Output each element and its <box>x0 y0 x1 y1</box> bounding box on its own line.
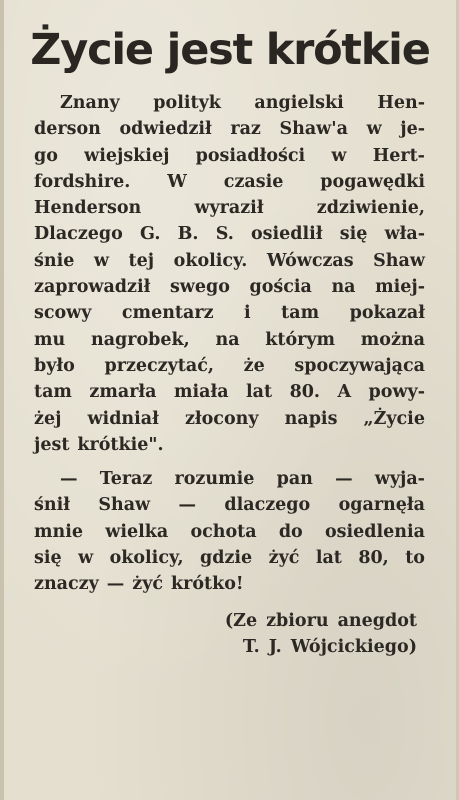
word: Hert- <box>372 145 425 166</box>
text-line <box>34 406 425 432</box>
word: złocony <box>184 408 259 429</box>
word: osiedlenia <box>324 521 425 542</box>
text-line <box>34 116 425 142</box>
word: 80. <box>289 382 321 403</box>
word: 80, <box>358 548 389 569</box>
word: raz <box>230 119 261 140</box>
word: wła- <box>384 224 425 245</box>
word: osiedlił <box>250 224 323 245</box>
word: pogawędki <box>320 171 425 192</box>
word: w <box>93 250 109 271</box>
word: śnił <box>34 495 70 516</box>
word: Znany <box>60 93 120 113</box>
word: ogarnęła <box>338 495 425 516</box>
word: wyraził <box>194 198 264 219</box>
word: w <box>366 119 382 140</box>
word: można <box>360 329 425 350</box>
word: mnie <box>34 521 84 542</box>
word: znaczy <box>34 574 99 595</box>
word: odwiedził <box>119 119 212 140</box>
word: na <box>331 277 356 298</box>
word: nagrobek, <box>90 329 190 350</box>
word: T. <box>242 636 260 657</box>
text-line <box>34 571 425 597</box>
text-line <box>34 432 425 458</box>
text-line <box>34 492 425 518</box>
word: wielka <box>105 521 169 542</box>
text-line <box>34 195 425 221</box>
word: wiejskiej <box>84 145 170 166</box>
word: posiadłości <box>195 145 306 166</box>
word: ochota <box>190 521 257 542</box>
text-line <box>34 519 425 545</box>
word: zaprowadził <box>34 277 151 298</box>
word: rozumie <box>174 469 255 490</box>
word: derson <box>34 119 101 140</box>
text-line <box>34 274 425 300</box>
text-line <box>34 466 425 492</box>
word: B. <box>177 224 199 245</box>
word: którym <box>265 329 336 350</box>
word: fordshire. <box>34 171 131 192</box>
word: Dlaczego <box>34 224 123 245</box>
word: polityk <box>153 93 221 113</box>
word: Henderson <box>34 198 142 219</box>
text-line <box>34 327 425 353</box>
word: pan <box>276 469 313 490</box>
word: okolicy. <box>173 250 248 271</box>
word: się <box>34 548 62 569</box>
word: „Życie <box>363 408 425 429</box>
word: gdzie <box>200 548 253 569</box>
word: wyja- <box>374 469 425 490</box>
word: na <box>215 329 240 350</box>
text-line <box>34 90 425 116</box>
word: krótkie". <box>77 434 164 455</box>
word: anegdot <box>337 610 417 631</box>
word: było <box>34 355 75 376</box>
word: Shaw <box>98 495 151 516</box>
word: — <box>60 469 78 490</box>
word: spoczywająca <box>294 355 425 376</box>
word: żyć <box>132 574 164 595</box>
text-line <box>34 379 425 405</box>
word: gościa <box>249 277 312 298</box>
text-line <box>34 143 425 169</box>
word: tej <box>128 250 155 271</box>
word: powy- <box>368 382 425 403</box>
word: angielski <box>254 93 344 113</box>
word: — <box>335 469 353 490</box>
article-body <box>34 90 425 660</box>
word: — <box>106 574 125 595</box>
word: i <box>244 303 251 324</box>
word: lat <box>246 382 273 403</box>
word: W <box>167 171 187 192</box>
text-line <box>34 300 425 326</box>
word: S. <box>215 224 234 245</box>
word: miej- <box>375 277 425 298</box>
word: żyć <box>268 548 300 569</box>
word: przeczytać, <box>104 355 214 376</box>
headline: Życie jest krótkie <box>30 25 430 75</box>
word: miała <box>173 382 229 403</box>
word: okolicy, <box>109 548 184 569</box>
word: dlaczego <box>224 495 311 516</box>
word: go <box>34 145 58 166</box>
word: tam <box>34 382 72 403</box>
word: zdziwienie, <box>316 198 425 219</box>
word: je- <box>400 119 425 140</box>
source-line <box>34 634 425 660</box>
word: mu <box>34 329 66 350</box>
word: śnie <box>34 250 75 271</box>
word: Wójcickiego) <box>290 636 417 657</box>
word: G. <box>140 224 161 245</box>
word: zmarła <box>89 382 157 403</box>
word: zbioru <box>266 610 329 631</box>
text-line <box>34 248 425 274</box>
text-line <box>34 353 425 379</box>
word: (Ze <box>224 610 258 631</box>
word: widniał <box>87 408 159 429</box>
word: Teraz <box>99 469 153 490</box>
word: się <box>339 224 368 245</box>
text-line <box>34 221 425 247</box>
text-line <box>34 169 425 195</box>
word: że <box>243 355 265 376</box>
word: cmentarz <box>121 303 214 324</box>
word: swego <box>169 277 230 298</box>
word: J. <box>268 636 282 657</box>
word: Shaw'a <box>279 119 348 140</box>
word: czasie <box>223 171 284 192</box>
word: scowy <box>34 303 92 324</box>
word: tam <box>281 303 320 324</box>
word: krótko! <box>171 574 244 595</box>
word: Wówczas <box>266 250 354 271</box>
word: lat <box>315 548 342 569</box>
word: do <box>278 521 303 542</box>
word: A <box>337 382 352 403</box>
word: jest <box>34 434 70 455</box>
word: pokazał <box>349 303 425 324</box>
word: to <box>405 548 425 569</box>
word: Shaw <box>373 250 425 271</box>
word: — <box>178 495 196 516</box>
word: napis <box>284 408 338 429</box>
word: w <box>78 548 94 569</box>
source-line <box>34 608 425 634</box>
word: Hen- <box>377 93 425 113</box>
text-line <box>34 545 425 571</box>
word: żej <box>34 408 62 429</box>
word: w <box>331 145 347 166</box>
